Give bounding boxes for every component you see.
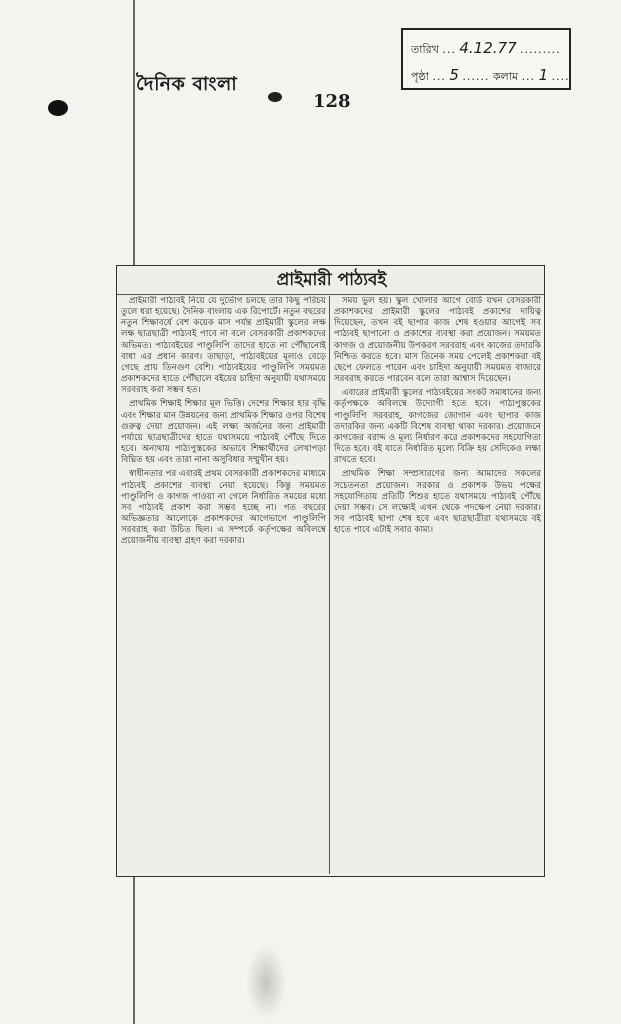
article-paragraph: প্রাথমিক শিক্ষাই শিক্ষার মূল ভিত্তি। দেশের শিক্ষার হার বৃদ্ধি এবং শিক্ষার মান উন্নয়নের জন্য প্রাথমিক শিক্ষার ওপর বিশেষ গুরুত্ব দেয়া প্রয়োজন। এই লক্ষ্য অর্জনের জন্য প্রাইমারী পর্যায়ে ছাত্রছাত্রীদের হাতে যথাসময়ে পাঠ্যবই পৌঁছে দিতে হবে। অন্যথায় পাঠ্যপুস্তকের অভাবে শিক্ষার্থীদের লেখাপড়া বিঘ্নিত হয় এবং তারা নানা অসুবিধার সম্মুখীন হয়। — [121, 399, 326, 466]
stamp-date-label: তারিখ — [411, 43, 439, 56]
article-paragraph: স্বাধীনতার পর এবারই প্রথম বেসরকারী প্রকাশকদের মাধ্যমে পাঠ্যবই প্রকাশের ব্যবস্থা নেয়া হয়েছে। কিন্তু সময়মত পাণ্ডুলিপি ও কাগজ পাওয়া না গেলে নির্ধারিত সময়ের মধ্যে সব পাঠ্যবই প্রকাশ করা সম্ভব হচ্ছে না। গত বছরের অভিজ্ঞতার আলোকে প্রকাশকদের আগেভাগে পাণ্ডুলিপি সরবরাহ করা উচিত ছিল। এ সম্পর্কে কর্তৃপক্ষের অবিলম্বে প্রয়োজনীয় ব্যবস্থা গ্রহণ করা দরকার। — [121, 469, 326, 547]
article-right-column — [334, 296, 541, 874]
archive-stamp — [401, 28, 571, 90]
page-mark: 128 — [313, 91, 351, 112]
article-paragraph: প্রাইমারী পাঠ্যবই নিয়ে যে দুর্ভোগ চলছে তার কিছু পরিচয় তুলে ধরা হয়েছে। দৈনিক বাংলায় এক রিপোর্টে। নতুন বছরের নতুন শিক্ষাবর্ষে বেশ কয়েক মাস পর্যন্ত প্রাইমারী স্কুলের লক্ষ লক্ষ ছাত্রছাত্রী পাঠ্যবই পাবে না বলে বেসরকারী প্রকাশকদের অভিমত। পাঠ্যবইয়ের পাণ্ডুলিপি তাদের হাতে না পৌঁছানোই বাধা এর প্রধান কারণ। তাছাড়া, পাঠ্যবইয়ের মূল্যও বেড়ে গেছে প্রায় তিনগুণ বেশি। পাঠ্যবইয়ের পাণ্ডুলিপি সময়মত প্রকাশকদের হাতে পৌঁছালে বইয়ের চাহিদা অনুযায়ী যথাসময়ে সরবরাহ করা সম্ভব হত। — [121, 296, 326, 396]
article-paragraph: এবারের প্রাইমারী স্কুলের পাঠ্যবইয়ের সংকট সমাধানের জন্য কর্তৃপক্ষকে অবিলম্বে উদ্যোগী হতে হবে। পাঠ্যপুস্তকের পাণ্ডুলিপি সরবরাহ, কাগজের জোগান এবং ছাপার কাজ তদারকির জন্য একটি বিশেষ ব্যবস্থা থাকা দরকার। প্রয়োজনে কাগজের বরাদ্দ ও মূল্য নির্ধারণ করে প্রকাশকদের সহযোগিতা দিতে হবে। বই যাতে নির্ধারিত মূল্যে বিক্রি হয় সেদিকেও লক্ষ্য রাখতে হবে। — [334, 388, 541, 466]
punch-hole — [48, 100, 68, 116]
article-paragraph: প্রাথমিক শিক্ষা সম্প্রসারণের জন্য আমাদের সকলের সচেতনতা প্রয়োজন। সরকার ও প্রকাশক উভয় পক্ষের সহযোগিতায় প্রতিটি শিশুর হাতে যথাসময়ে পাঠ্যবই পৌঁছে দেয়া সম্ভব। সে লক্ষ্যেই এখন থেকে পদক্ষেপ নেয়া দরকার। সব পাঠ্যবই ছাপা শেষ হবে এবং ছাত্রছাত্রীরা যথাসময়ে বই হাতে পাবে এটাই সবার কাম্য। — [334, 469, 541, 536]
ink-blot — [268, 92, 282, 102]
article-title: প্রাইমারী পাঠ্যবই — [117, 266, 545, 295]
stamp-page-label: পৃষ্ঠা — [411, 70, 429, 83]
stamp-date-value: 4.12.77 — [459, 39, 517, 57]
stamp-date-row: তারিখ ... 4.12.77 ......... — [411, 39, 561, 57]
article-paragraph: সময় ভুল হয়। স্কুল খোলার আগে বোর্ড যখন বেসরকারী প্রকাশকদের প্রাইমারী স্কুলের পাঠ্যবই প্রকাশের দায়িত্ব দিয়েছেন, তখন বই ছাপার কাজ শেষ হওয়ার আগেই সব পাঠ্যবই ছাপানো ও প্রকাশের ব্যবস্থা করা প্রয়োজন। সময়মত কাগজ ও প্রয়োজনীয় উপকরণ সরবরাহ এবং কাজের তদারকি নিশ্চিত করতে হবে। মাস তিনেক সময় পেলেই প্রকাশকরা বই ছেপে ফেলতে পারেন এবং চাহিদা অনুযায়ী সময়মত বাজারে সরবরাহ করতে পারবেন বলে তারা আশ্বাস দিয়েছেন। — [334, 296, 541, 385]
stamp-page-value: 5 — [449, 66, 459, 84]
scan-smudge — [246, 945, 286, 1020]
article-left-column — [121, 296, 326, 874]
stamp-column-label: কলাম — [492, 70, 519, 83]
stamp-column-value: 1 — [538, 66, 549, 84]
newspaper-name: দৈনিক বাংলা — [136, 73, 238, 95]
stamp-page-row: পৃষ্ঠা ... 5 ...... কলাম ... 1 .... — [411, 66, 570, 84]
news-clipping — [116, 265, 545, 877]
column-divider — [329, 296, 330, 874]
